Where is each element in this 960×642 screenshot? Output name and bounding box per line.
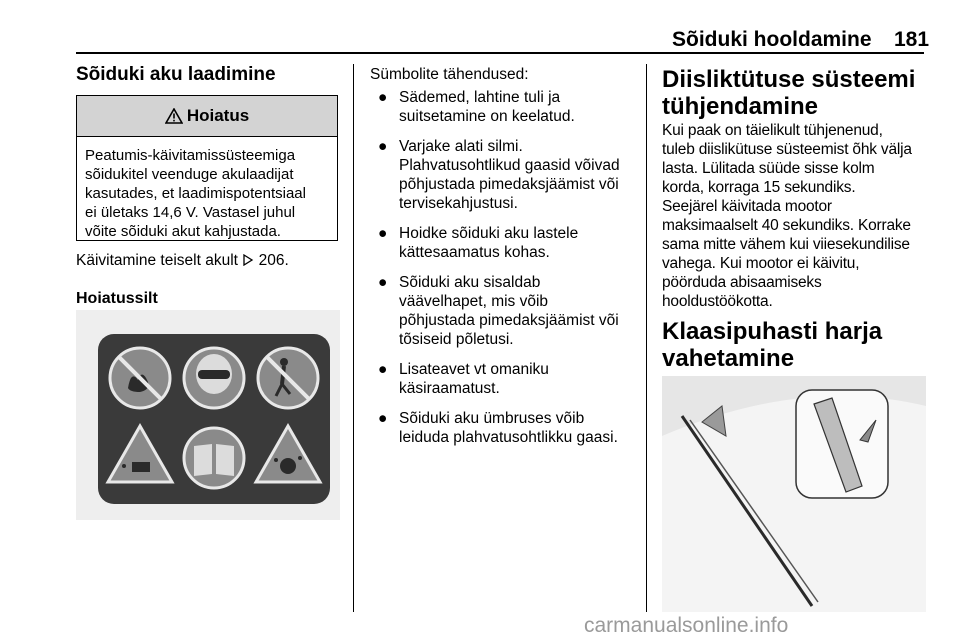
cross-reference bbox=[76, 251, 289, 270]
page-header-title: Sõiduki hooldamine bbox=[672, 28, 872, 51]
explosion-hazard-icon bbox=[256, 426, 320, 482]
warning-label: Hoiatus bbox=[186, 106, 250, 125]
column-divider-right bbox=[646, 64, 647, 612]
warning-line: võite sõiduki akut kahjustada. bbox=[85, 223, 281, 240]
label-heading: Hoiatussilt bbox=[76, 290, 158, 307]
label-plate bbox=[98, 334, 330, 504]
diesel-system-heading: Diisliktütuse süsteemi tühjendamine bbox=[662, 66, 916, 120]
list-item: ● Sädemed, lahtine tuli ja suitsetamine on keelatud. bbox=[378, 89, 575, 125]
list-item: ● Lisateavet vt omaniku käsiraamatust. bbox=[378, 361, 549, 397]
battery-warning-label-image bbox=[76, 310, 340, 520]
header-rule bbox=[76, 52, 924, 54]
list-item: ● Varjake alati silmi. Plahvatusohtlikud gaasid võivad põhjustada pimedaksjäämist või tervisekahjustusi. bbox=[378, 138, 620, 212]
keep-away-children-icon bbox=[258, 348, 318, 408]
warning-text bbox=[77, 137, 337, 250]
symbols-title: Sümbolite tähendused: bbox=[370, 66, 529, 83]
warning-line: kasutades, et laadimispotentsiaal bbox=[85, 185, 306, 202]
warning-box bbox=[76, 95, 338, 241]
warning-line: sõidukitel veenduge akulaadijat bbox=[85, 166, 294, 183]
column-divider-left bbox=[353, 64, 354, 612]
wiper-blade-illustration bbox=[662, 376, 926, 612]
section-title: Sõiduki aku laadimine bbox=[76, 64, 276, 85]
list-item: ● Hoidke sõiduki aku lastele kättesaamatus kohas. bbox=[378, 225, 579, 261]
warning-line: ei ületaks 14,6 V. Vastasel juhul bbox=[85, 204, 296, 221]
eye-protection-icon bbox=[184, 348, 244, 408]
arrow-reference-icon bbox=[242, 254, 254, 266]
list-item: ● Sõiduki aku sisaldab väävelhapet, mis võib põhjustada pimedaksjäämist või tõsiseid põletusi. bbox=[378, 274, 619, 348]
warning-header bbox=[77, 96, 337, 137]
cross-reference-page[interactable]: 206. bbox=[258, 252, 289, 269]
list-item: ● Sõiduki aku ümbruses võib leiduda plahvatusohtlikku gaasi. bbox=[378, 410, 618, 446]
acid-hazard-icon bbox=[108, 426, 172, 482]
symbol-meanings-list bbox=[370, 88, 632, 458]
warning-line: Peatumis-käivitamissüsteemiga bbox=[85, 147, 296, 164]
watermark: carmanualsonline.info bbox=[584, 614, 789, 637]
warning-triangle-icon bbox=[165, 108, 183, 124]
cross-reference-text: Käivitamine teiselt akult bbox=[76, 252, 238, 269]
no-fire-icon bbox=[110, 348, 170, 408]
diesel-system-paragraph: Kui paak on täielikult tühjenenud, tuleb diislikütuse süsteemist õhk välja lasta. Lülitada süüde sisse kolm korda, korraga 15 sekundiks. Seejärel käivitada mootor maksimaalselt 40 sekundiks. Korrake sama mitte vähem kui viiesekundilise vahega. Kui mootor ei käivitu, pöörduda abisaamiseks hooldustöökotta. bbox=[662, 122, 912, 310]
read-manual-icon bbox=[184, 428, 244, 488]
page-number: 181 bbox=[894, 28, 930, 51]
wiper-blade-heading: Klaasipuhasti harja vahetamine bbox=[662, 318, 883, 372]
